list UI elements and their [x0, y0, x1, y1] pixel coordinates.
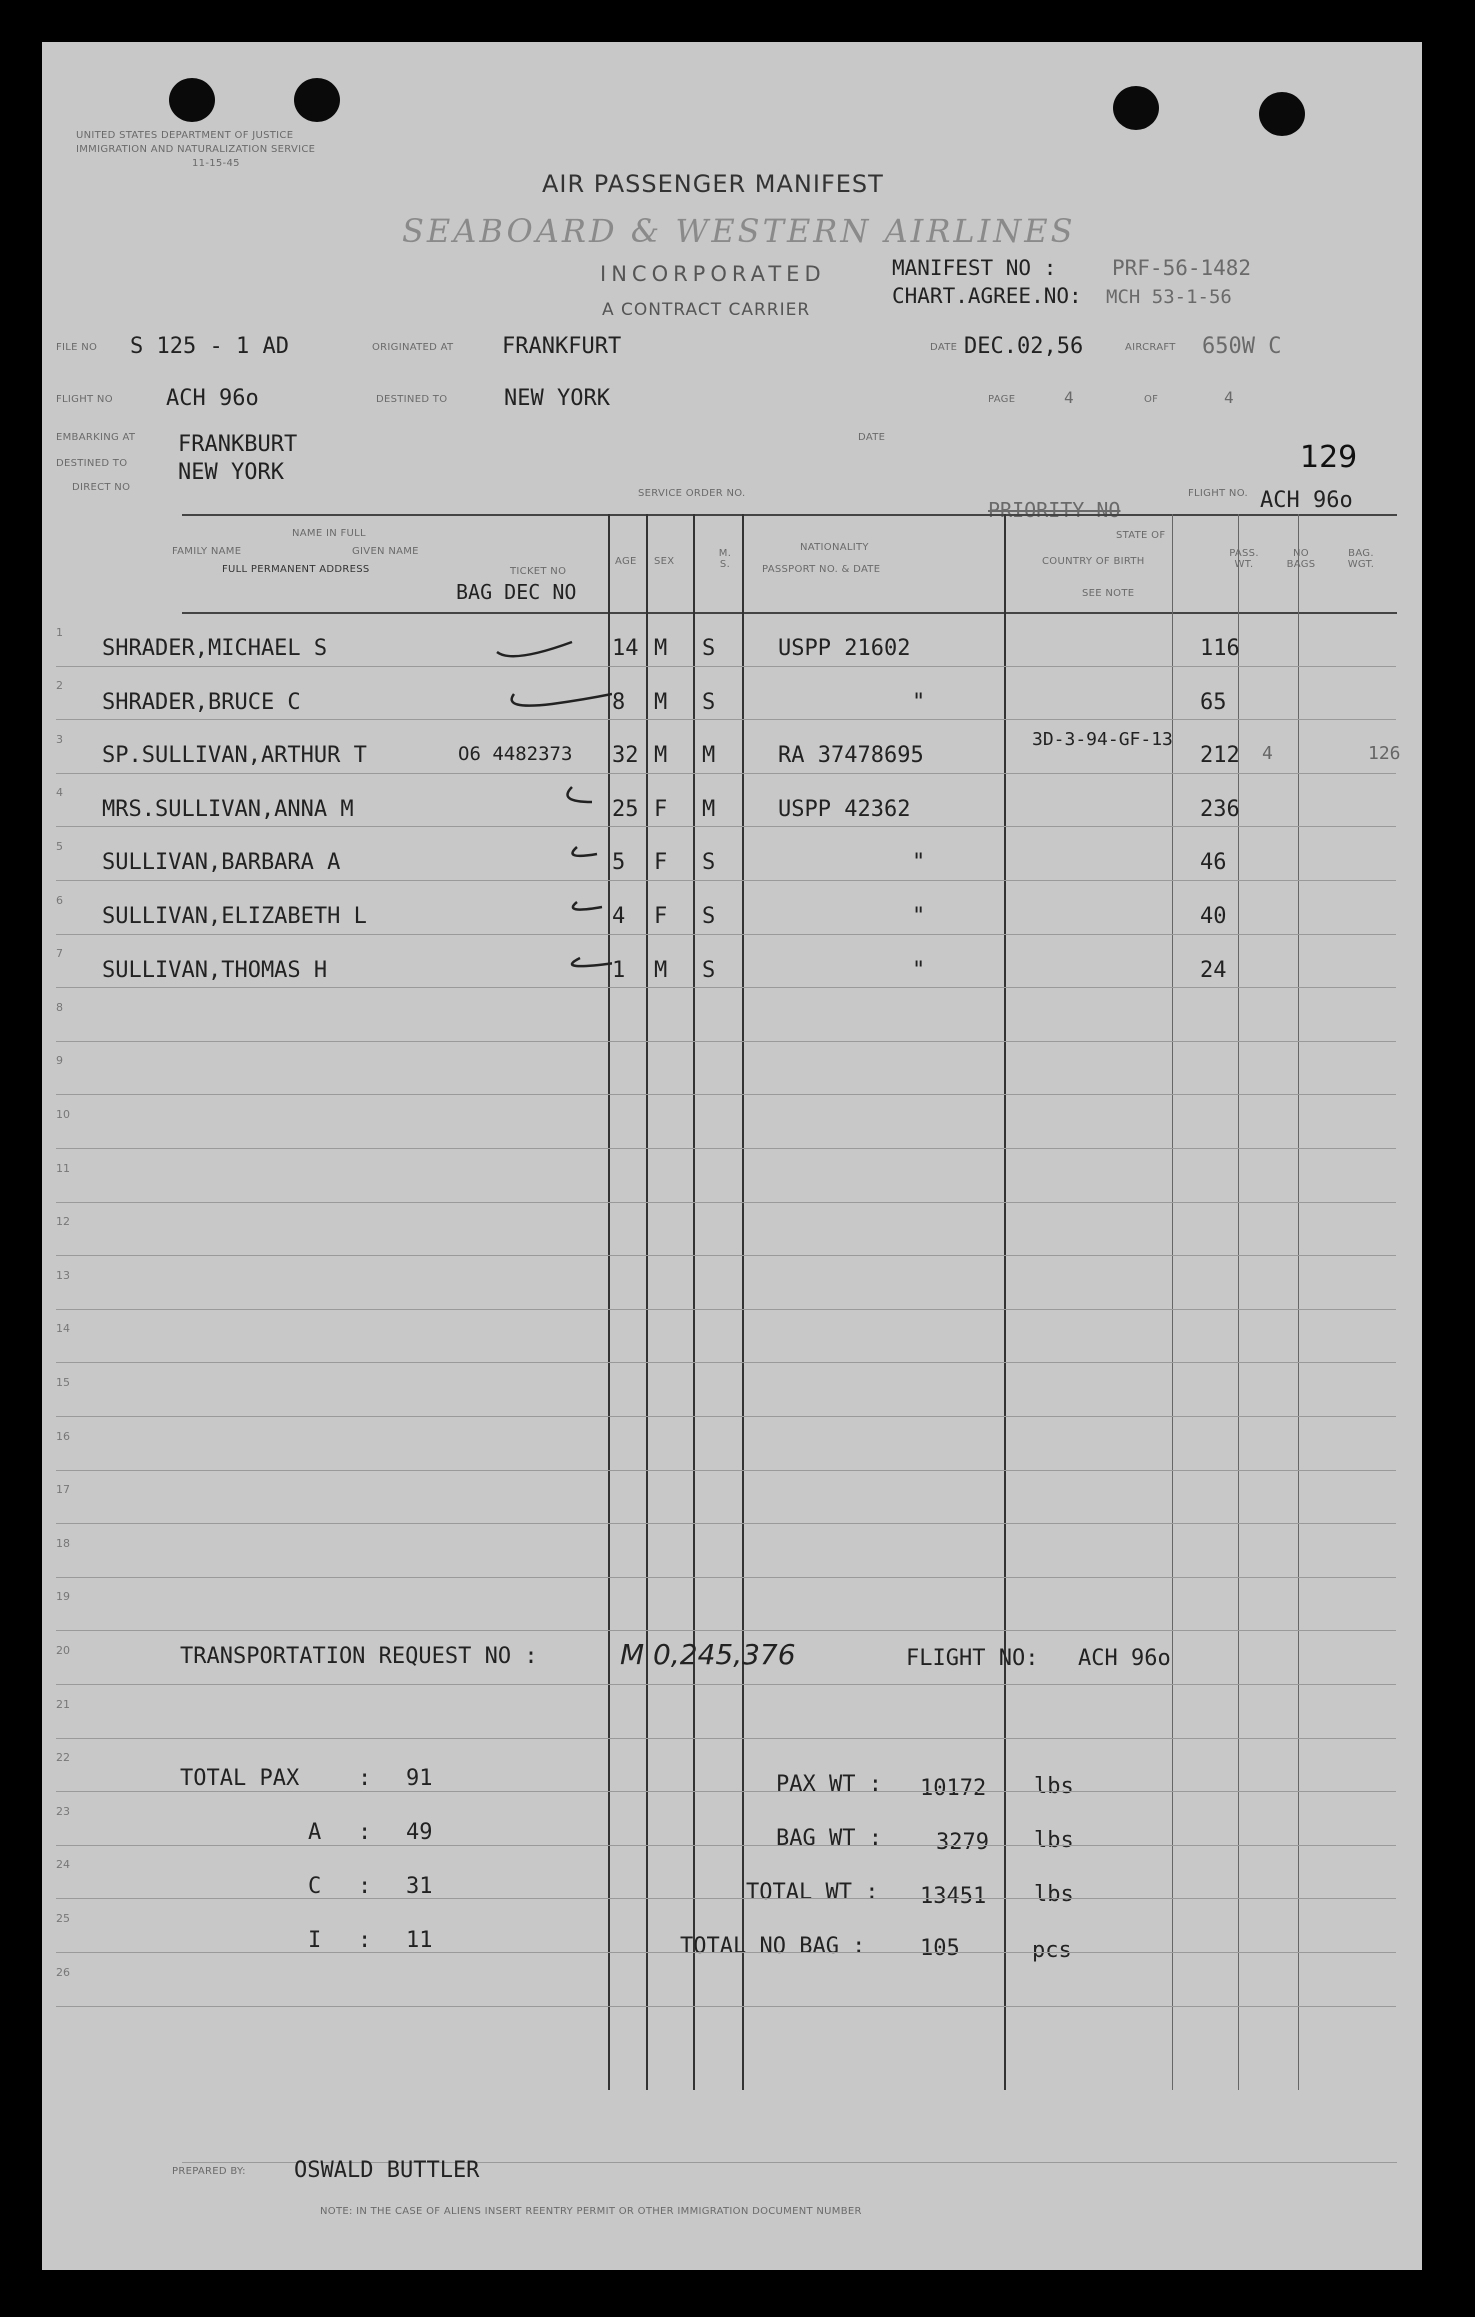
row-number: 23	[56, 1804, 70, 1818]
child-value: 31	[406, 1874, 433, 1899]
row-rule	[56, 1094, 1396, 1095]
row-number: 7	[56, 947, 63, 961]
row-number: 17	[56, 1483, 70, 1497]
passenger-age: 1	[612, 957, 626, 983]
punch-hole	[1113, 86, 1159, 130]
passenger-sex: M	[654, 689, 668, 715]
row-rule	[56, 1791, 1396, 1792]
row-rule	[56, 1041, 1396, 1042]
pax-wt-unit: lbs	[1034, 1774, 1074, 1799]
row-number: 21	[56, 1697, 70, 1711]
passenger-name: MRS.SULLIVAN,ANNA M	[102, 796, 354, 822]
aircraft-value: 650W C	[1202, 334, 1282, 359]
row-rule	[56, 1470, 1396, 1471]
passenger-row	[42, 729, 1422, 777]
passenger-age: 4	[612, 904, 626, 929]
row-rule	[56, 1416, 1396, 1417]
passenger-weight: 212	[1200, 743, 1240, 769]
row-rule	[56, 1630, 1396, 1631]
transport-flight-label: FLIGHT NO:	[906, 1646, 1039, 1671]
passenger-marital-status: S	[702, 636, 716, 661]
passenger-name: SP.SULLIVAN,ARTHUR T	[102, 743, 367, 769]
date-label: DATE	[930, 342, 958, 353]
of-label: OF	[1144, 394, 1159, 405]
row-number: 5	[56, 840, 63, 853]
header-top-rule	[182, 514, 1397, 516]
passenger-passport: "	[912, 904, 926, 929]
row-number: 16	[56, 1429, 70, 1443]
passenger-sex: M	[654, 636, 668, 661]
total-pax-label: TOTAL PAX	[180, 1766, 300, 1791]
col-ms: M. S.	[718, 548, 732, 570]
chart-agree-value: MCH 53-1-56	[1106, 286, 1232, 308]
passenger-sex: F	[654, 850, 668, 876]
passenger-name: SULLIVAN,BARBARA A	[102, 850, 341, 876]
passenger-row	[42, 630, 1422, 670]
transport-request-label: TRANSPORTATION REQUEST NO :	[180, 1644, 538, 1669]
row-rule	[56, 1952, 1396, 1953]
passenger-marital-status: M	[702, 743, 716, 769]
passenger-name: SHRADER,BRUCE C	[102, 689, 301, 715]
passenger-weight: 46	[1200, 850, 1227, 876]
incorporated-label: INCORPORATED	[600, 262, 826, 286]
total-wt-unit: lbs	[1034, 1882, 1074, 1907]
originated-label: ORIGINATED AT	[372, 342, 454, 353]
prepared-by-value: OSWALD BUTTLER	[294, 2158, 480, 2183]
passenger-sex: F	[654, 904, 668, 929]
issuer-line-1: UNITED STATES DEPARTMENT OF JUSTICE	[76, 130, 294, 141]
row-rule	[56, 1148, 1396, 1149]
passenger-weight: 116	[1200, 636, 1240, 661]
row-number: 6	[56, 893, 63, 907]
flight-no2-label: FLIGHT NO.	[1188, 488, 1248, 499]
col-bag-wgt: BAG. WGT.	[1347, 548, 1375, 570]
of-value: 4	[1224, 388, 1234, 407]
originated-at: FRANKFURT	[502, 334, 622, 359]
total-wt-label: TOTAL WT :	[746, 1880, 879, 1905]
destined-to-value: NEW YORK	[178, 460, 284, 485]
header-bottom-rule	[182, 612, 1397, 614]
row-rule	[56, 1738, 1396, 1739]
child-label: C	[308, 1874, 322, 1899]
col-bag-dec-no: BAG DEC NO	[456, 580, 577, 604]
prepared-by-label: PREPARED BY:	[172, 2166, 246, 2177]
page-number: 129	[1300, 440, 1358, 475]
passenger-weight: 65	[1200, 689, 1227, 715]
passenger-age: 5	[612, 850, 626, 876]
passenger-bags: 4	[1262, 743, 1273, 765]
passenger-marital-status: M	[702, 796, 716, 822]
aircraft-label: AIRCRAFT	[1125, 342, 1176, 353]
passenger-passport: "	[912, 957, 926, 983]
passenger-weight: 236	[1200, 796, 1240, 822]
row-rule	[56, 1523, 1396, 1524]
footer-note: NOTE: IN THE CASE OF ALIENS INSERT REENTRY PERMIT OR OTHER IMMIGRATION DOCUMENT NUMBER	[320, 2206, 862, 2217]
embarking-value: FRANKBURT	[178, 432, 298, 457]
passenger-ticket: O6 4482373	[458, 743, 573, 766]
passenger-age: 25	[612, 796, 639, 822]
total-pax-value: 91	[406, 1766, 433, 1791]
row-number: 2	[56, 679, 63, 693]
airline-name: SEABOARD & WESTERN AIRLINES	[402, 212, 1076, 250]
punch-hole	[294, 78, 340, 122]
row-rule	[56, 1309, 1396, 1310]
col-name-in-full: NAME IN FULL	[292, 528, 366, 539]
transport-flight-value: ACH 96o	[1078, 1646, 1171, 1671]
direct-no-label: DIRECT NO	[72, 482, 131, 493]
passenger-passport: RA 37478695	[778, 743, 924, 769]
file-no: S 125 - 1 AD	[130, 334, 289, 359]
service-order-label: SERVICE ORDER NO.	[638, 488, 746, 499]
row-rule	[56, 1255, 1396, 1256]
bag-wt-label: BAG WT :	[776, 1826, 882, 1851]
issuer-line-3: 11-15-45	[192, 158, 240, 169]
destined-label: DESTINED TO	[376, 394, 448, 405]
col-ticket-no: TICKET NO	[510, 566, 567, 577]
col-given-name: GIVEN NAME	[352, 546, 419, 557]
flight-no: ACH 96o	[166, 386, 259, 411]
adult-label: A	[308, 1820, 322, 1845]
passenger-weight: 40	[1200, 904, 1227, 929]
destined-value: NEW YORK	[504, 386, 610, 411]
row-number: 22	[56, 1751, 70, 1765]
pax-wt-value: 10172	[920, 1776, 987, 1801]
passenger-weight: 24	[1200, 957, 1227, 983]
total-bag-label: TOTAL NO BAG :	[680, 1934, 866, 1959]
col-state-of: STATE OF	[1116, 530, 1166, 541]
chart-agree-label: CHART.AGREE.NO:	[892, 284, 1082, 308]
row-number: 26	[56, 1965, 70, 1979]
passenger-passport: "	[912, 850, 926, 876]
col-passport: PASSPORT NO. & DATE	[762, 564, 881, 575]
transport-request-value: M 0,245,376	[620, 1638, 796, 1671]
date2-label: DATE	[858, 432, 886, 443]
row-number: 18	[56, 1536, 70, 1550]
row-number: 20	[56, 1644, 70, 1657]
row-rule	[56, 1684, 1396, 1685]
passenger-row	[42, 952, 1422, 992]
total-bag-unit: pcs	[1032, 1938, 1072, 1963]
passenger-row	[42, 898, 1422, 938]
manifest-sheet: UNITED STATES DEPARTMENT OF JUSTICE IMMIGRATION AND NATURALIZATION SERVICE 11-15-45 AIR PASSENGER MANIFEST SEABOARD & WESTERN AIRLINES INCORPORATED A CONTRACT CARRIER MANIFEST NO : PRF-56-1482 CHART.AGREE.NO: MCH 53-1-56 FILE NO S 125 - 1 AD ORIGINATED AT FRANKFURT DATE DEC.02,56 AIRCRAFT 650W C FLIGHT NO ACH 96o DESTINED TO NEW YORK PAGE 4 OF 4 EMBARKING AT FRANKBURT DESTINED TO NEW YORK DIRECT NO DATE SERVICE ORDER NO. PRIORITY NO FLIGHT NO. ACH 96o 129 NAME IN FULL FAMILY NAME GIVEN NAME FULL PERMANENT ADDRESS TICKET NO BAG DEC NO AGE SEX M. S. NATIONALITY PASSPORT NO. & DATE STATE OF COUNTRY OF BIRTH SEE NOTE PASS. WT. NO BAGS BAG. WGT. TRANSPORTATION REQUEST NO : M 0,245,376 FLIGHT NO: ACH 96o TOTAL PAX : 91 A : 49 C : 31 I : 11 PAX WT : 10172 lbs BAG WT : 3279 lbs TOTAL WT : 13451 lbs TOTAL NO BAG : 105 pcs PREPARED BY: OSWALD BUTTLER NOTE: IN THE CASE OF ALIENS INSERT REENTRY PERMIT OR OTHER IMMIGRATION DOCUMENT NUMBER 1 2 3 4 5 6 7 8 9 10 11 12 13 14 15 16 17 18 19 20 21 22 23 24 25 26 SHRADER,MICHAEL S 14 M S USPP 21602 116 SHRADER,BRUCE C 8 M S " 65 SP.SULLIVAN,ARTHUR T O6 4482373 32 M M RA 37478695 3D-3-94-GF-13 212 4 126 MRS.SULLIVAN,ANNA M 25 F M USPP 42362 236 SULLIVAN,BARBARA A 5 F S " 46 SULLIVAN,ELIZABETH L 4 F S " 40 SULLIVAN,THOMAS H 1 M S " 24	[42, 42, 1422, 2270]
flight-no-label: FLIGHT NO	[56, 394, 113, 405]
page-title: AIR PASSENGER MANIFEST	[542, 170, 884, 198]
bag-wt-unit: lbs	[1034, 1828, 1074, 1853]
infant-label: I	[308, 1928, 322, 1953]
manifest-no-label: MANIFEST NO :	[892, 256, 1057, 280]
col-no-bags: NO BAGS	[1286, 548, 1316, 570]
passenger-row	[42, 791, 1422, 831]
row-number: 13	[56, 1268, 70, 1282]
punch-hole	[169, 78, 215, 122]
row-number: 9	[56, 1054, 63, 1068]
priority-no: PRIORITY NO	[988, 498, 1121, 522]
passenger-passport: USPP 21602	[778, 636, 911, 661]
manifest-no-value: PRF-56-1482	[1112, 256, 1252, 280]
total-bag-value: 105	[920, 1936, 960, 1961]
file-no-label: FILE NO	[56, 342, 98, 353]
row-rule	[56, 1845, 1396, 1846]
passenger-marital-status: S	[702, 904, 716, 929]
col-age: AGE	[615, 556, 637, 567]
passenger-marital-status: S	[702, 850, 716, 876]
passenger-age: 14	[612, 636, 639, 661]
passenger-name: SULLIVAN,THOMAS H	[102, 957, 328, 983]
col-permanent-address: FULL PERMANENT ADDRESS	[222, 564, 370, 575]
bag-wt-value: 3279	[936, 1830, 989, 1855]
row-number: 24	[56, 1858, 70, 1872]
punch-hole	[1259, 92, 1305, 136]
row-number: 10	[56, 1108, 70, 1121]
col-nationality: NATIONALITY	[800, 542, 869, 553]
row-number: 3	[56, 732, 63, 746]
flight-no2-value: ACH 96o	[1260, 488, 1353, 513]
date-value: DEC.02,56	[964, 334, 1084, 359]
issuer-line-2: IMMIGRATION AND NATURALIZATION SERVICE	[76, 144, 316, 155]
row-rule	[56, 1362, 1396, 1363]
row-number: 14	[56, 1322, 70, 1336]
passenger-row	[42, 844, 1422, 884]
col-country-of-birth: COUNTRY OF BIRTH	[1042, 556, 1145, 567]
passenger-age: 32	[612, 743, 639, 769]
passenger-sex: M	[654, 743, 668, 769]
col-sex: SEX	[654, 556, 675, 567]
passenger-marital-status: S	[702, 689, 716, 715]
passenger-sex: F	[654, 796, 668, 822]
embarking-label: EMBARKING AT	[56, 432, 136, 443]
row-rule	[56, 2006, 1396, 2007]
passenger-passport: "	[912, 689, 926, 715]
row-number: 4	[56, 786, 63, 800]
passenger-name: SULLIVAN,ELIZABETH L	[102, 904, 367, 929]
row-rule	[56, 1202, 1396, 1203]
infant-value: 11	[406, 1928, 433, 1953]
row-number: 25	[56, 1912, 70, 1925]
row-number: 19	[56, 1590, 70, 1604]
passenger-name: SHRADER,MICHAEL S	[102, 636, 328, 661]
page-label: PAGE	[988, 394, 1016, 405]
page-value: 4	[1064, 388, 1074, 407]
total-wt-value: 13451	[920, 1884, 987, 1909]
col-see-note: SEE NOTE	[1082, 588, 1135, 599]
row-number: 12	[56, 1215, 70, 1229]
row-rule	[56, 1898, 1396, 1899]
adult-value: 49	[406, 1820, 433, 1845]
passenger-passport: USPP 42362	[778, 796, 911, 822]
passenger-sex: M	[654, 957, 668, 983]
col-pass-wt: PASS. WT.	[1229, 548, 1259, 570]
destined-to-label: DESTINED TO	[56, 458, 128, 469]
carrier-type: A CONTRACT CARRIER	[602, 300, 811, 320]
passenger-birth: 3D-3-94-GF-13	[1032, 729, 1173, 751]
passenger-marital-status: S	[702, 957, 716, 983]
passenger-age: 8	[612, 689, 626, 715]
col-family-name: FAMILY NAME	[172, 546, 242, 557]
row-number: 15	[56, 1376, 70, 1389]
passenger-bag-weight: 126	[1368, 743, 1401, 765]
passenger-row	[42, 684, 1422, 724]
row-number: 11	[56, 1161, 70, 1175]
row-number: 8	[56, 1000, 63, 1014]
row-rule	[56, 1577, 1396, 1578]
pax-wt-label: PAX WT :	[776, 1772, 882, 1797]
row-number: 1	[56, 625, 63, 639]
